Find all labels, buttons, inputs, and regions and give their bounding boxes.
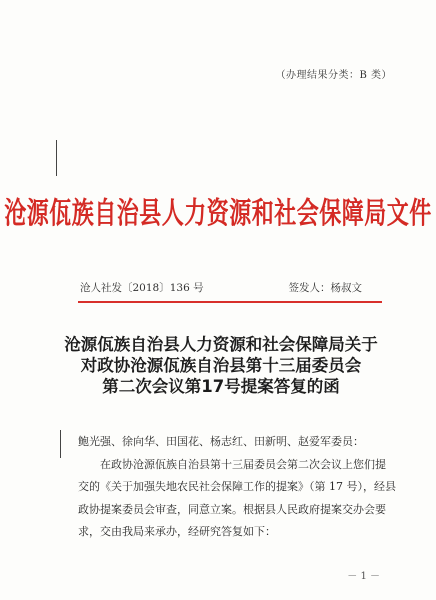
margin-mark-upper — [56, 140, 57, 176]
document-title — [60, 334, 382, 397]
body-line: 在政协沧源佤族自治县第十三届委员会第二次会议上您们提 — [100, 458, 386, 471]
title-line: 第二次会议第17号提案答复的函 — [102, 377, 340, 396]
body-line: 政协提案委员会审查，同意立案。根据县人民政府提案交办会要 — [78, 503, 386, 516]
page-number: － 1 － — [347, 571, 380, 582]
addressee: 鲍光强、徐向华、田国花、杨志红、田新明、赵爱军委员： — [78, 435, 364, 448]
margin-mark-lower — [60, 430, 61, 458]
title-line: 对政协沧源佤族自治县第十三届委员会 — [80, 356, 362, 375]
red-separator-line — [78, 301, 382, 303]
signer: 签发人：杨叔文 — [288, 282, 362, 294]
document-number: 沧人社发〔2018〕136 号 — [80, 282, 204, 294]
result-classification: （办理结果分类：B 类） — [275, 70, 392, 81]
letterhead-title: 沧源佤族自治县人力资源和社会保障局文件 — [4, 195, 432, 232]
title-line: 沧源佤族自治县人力资源和社会保障局关于 — [64, 335, 378, 354]
body-line: 交的《关于加强失地农民社会保障工作的提案》（第 17 号），经县 — [78, 480, 396, 493]
body-line: 求，交由我局来承办，经研究答复如下： — [78, 525, 276, 538]
